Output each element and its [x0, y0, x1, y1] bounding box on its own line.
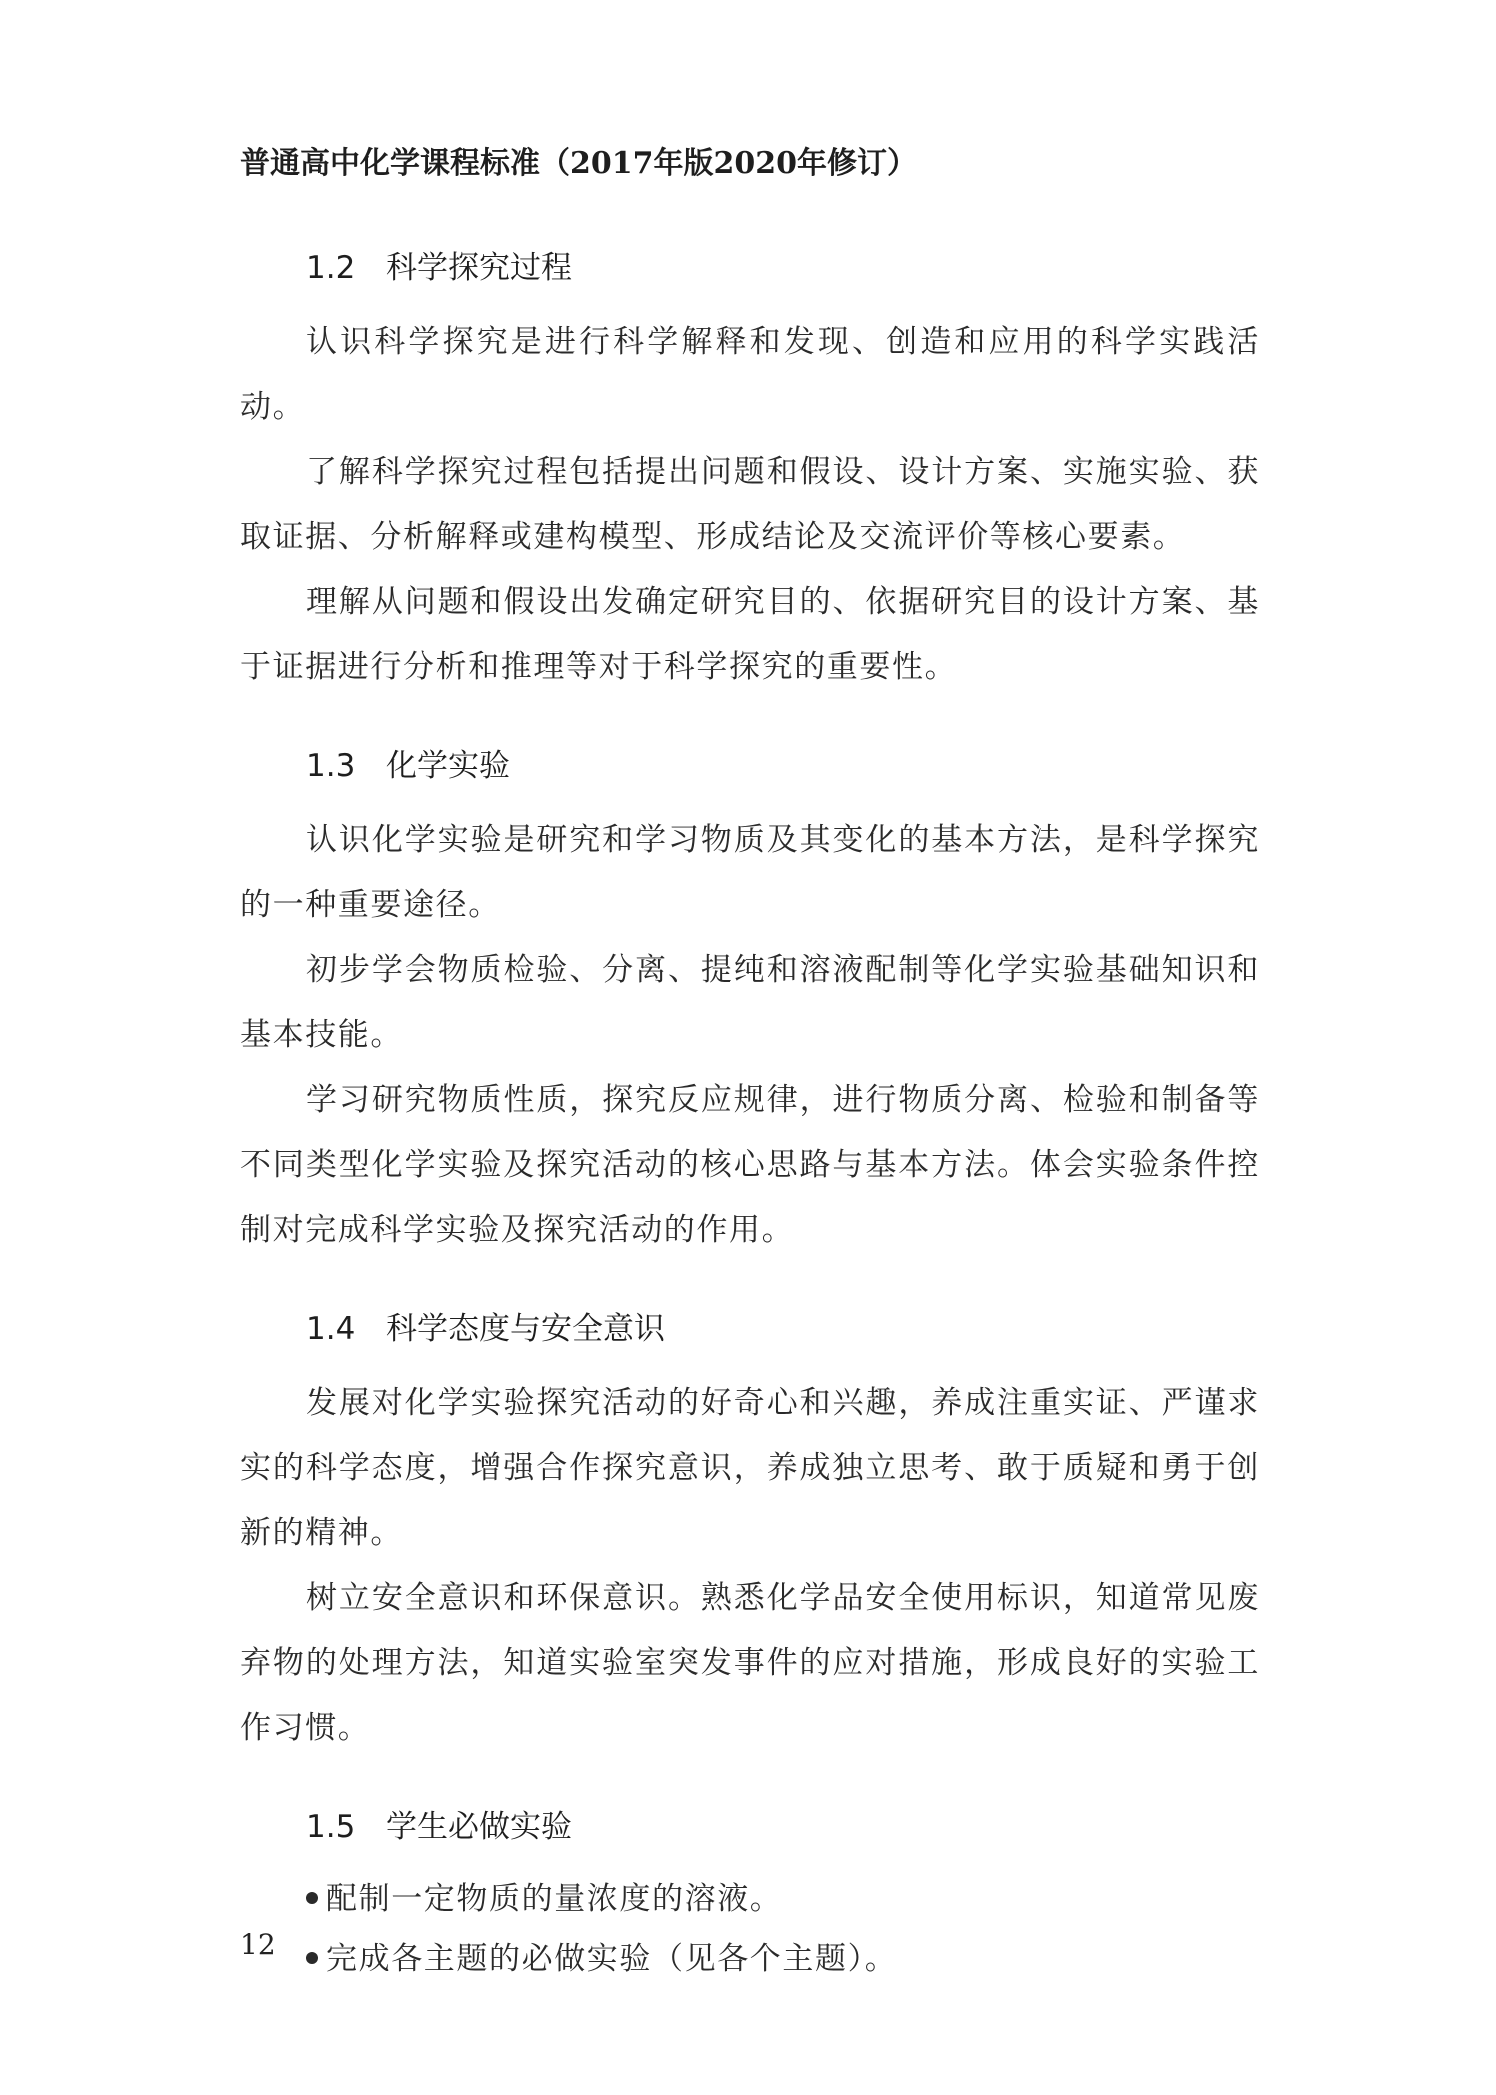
- section-number: 1.5: [306, 1809, 356, 1845]
- paragraph: 树立安全意识和环保意识。熟悉化学品安全使用标识，知道常见废弃物的处理方法，知道实验室突发事件的应对措施，形成良好的实验工作习惯。: [240, 1580, 1260, 1746]
- paragraph: 认识科学探究是进行科学解释和发现、创造和应用的科学实践活动。: [240, 324, 1260, 425]
- paragraph: 理解从问题和假设出发确定研究目的、依据研究目的设计方案、基于证据进行分析和推理等对于科学探究的重要性。: [240, 584, 1260, 685]
- page-number: 12: [240, 1928, 276, 1961]
- section-title: 学生必做实验: [386, 1809, 572, 1845]
- paragraph: 认识化学实验是研究和学习物质及其变化的基本方法，是科学探究的一种重要途径。: [240, 822, 1260, 923]
- paragraph: 学习研究物质性质，探究反应规律，进行物质分离、检验和制备等不同类型化学实验及探究活动的核心思路与基本方法。体会实验条件控制对完成科学实验及探究活动的作用。: [240, 1082, 1260, 1248]
- list-item: [306, 1869, 1260, 1929]
- section-heading: [306, 240, 1260, 296]
- section-title: 科学探究过程: [386, 250, 572, 286]
- section-number: 1.3: [306, 748, 356, 784]
- section-number: 1.4: [306, 1311, 356, 1347]
- section-heading: [306, 1301, 1260, 1357]
- list-item: [306, 1929, 1260, 1989]
- list-item-text: 完成各主题的必做实验（见各个主题）。: [326, 1941, 898, 1977]
- bullet-icon: [306, 1892, 318, 1904]
- paragraph: 发展对化学实验探究活动的好奇心和兴趣，养成注重实证、严谨求实的科学态度，增强合作探究意识，养成独立思考、敢于质疑和勇于创新的精神。: [240, 1385, 1260, 1551]
- section-title: 科学态度与安全意识: [386, 1311, 665, 1347]
- section-title: 化学实验: [386, 748, 510, 784]
- section-number: 1.2: [306, 250, 356, 286]
- bullet-icon: [306, 1952, 318, 1964]
- paragraph: 初步学会物质检验、分离、提纯和溶液配制等化学实验基础知识和基本技能。: [240, 952, 1260, 1053]
- running-header: 普通高中化学课程标准（2017年版2020年修订）: [240, 146, 917, 181]
- list-item-text: 配制一定物质的量浓度的溶液。: [326, 1881, 783, 1917]
- section-heading: [306, 1799, 1260, 1855]
- section-heading: [306, 738, 1260, 794]
- paragraph: 了解科学探究过程包括提出问题和假设、设计方案、实施实验、获取证据、分析解释或建构模型、形成结论及交流评价等核心要素。: [240, 454, 1260, 555]
- page-body: [240, 240, 1260, 1989]
